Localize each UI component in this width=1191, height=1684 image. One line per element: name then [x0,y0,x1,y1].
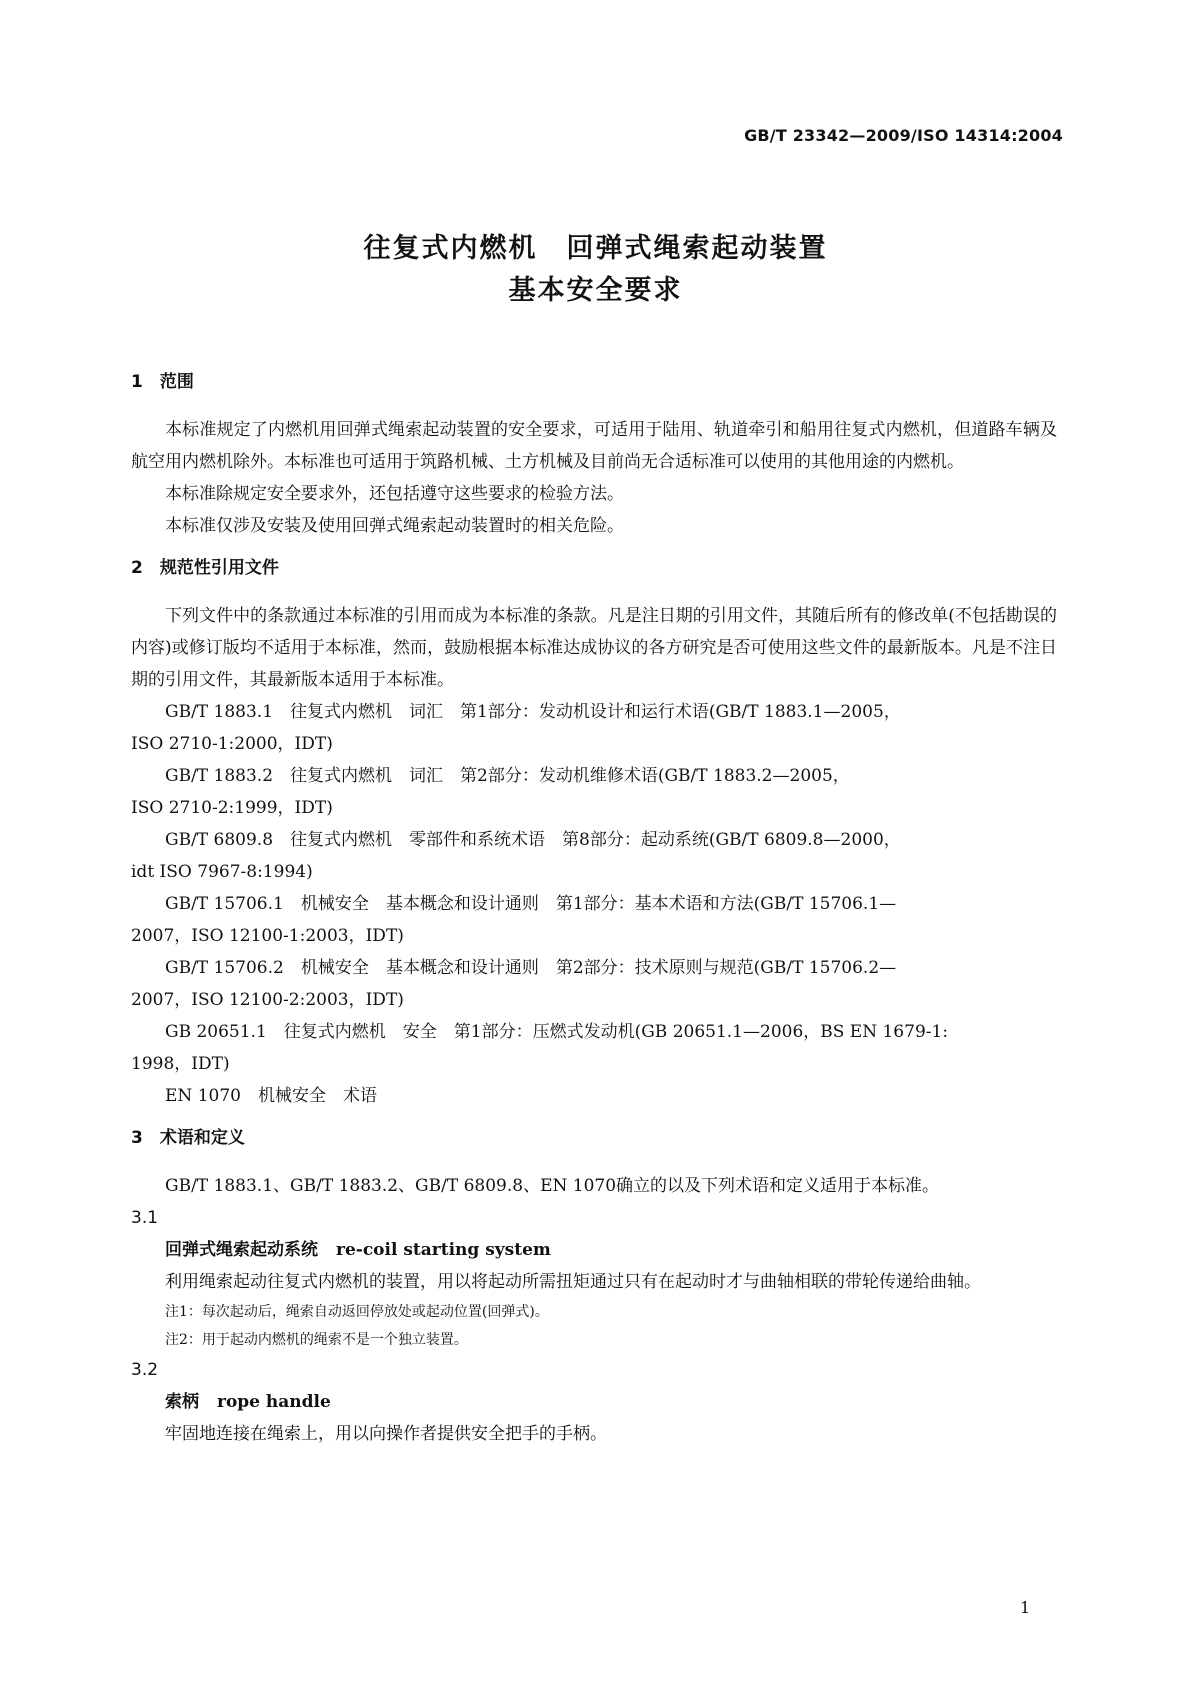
standard-code: GB/T 23342—2009/ISO 14314:2004 [744,126,1063,145]
page-number: 1 [1020,1598,1031,1617]
term-number: 3.2 [131,1360,159,1380]
section-2-intro: 下列文件中的条款通过本标准的引用而成为本标准的条款。凡是注日期的引用文件，其随后所有的修改单(不包括勘误的内容)或修订版均不适用于本标准，然而，鼓励根据本标准达成协议的各方研究是否可使用这些文件的最新版本。凡是不注日期的引用文件，其最新版本适用于本标准。 [131,606,1057,690]
reference-line-1: GB/T 1883.1 往复式内燃机 词汇 第1部分：发动机设计和运行术语(GB/T 1883.1—2005， [165,702,901,722]
reference-item [131,952,1057,1016]
reference-item [131,824,1057,888]
reference-line-2: 2007，ISO 12100-2:2003，IDT) [131,990,404,1010]
reference-item [131,760,1057,824]
term-name-en: re-coil starting system [336,1240,551,1260]
title-line-2: 基本安全要求 [508,275,683,306]
term-name-en: rope handle [217,1392,331,1412]
reference-line-2: 2007，ISO 12100-1:2003，IDT) [131,926,404,946]
term-definition: 牢固地连接在绳索上，用以向操作者提供安全把手的手柄。 [165,1424,607,1444]
section-1-para-3: 本标准仅涉及安装及使用回弹式绳索起动装置时的相关危险。 [165,516,624,536]
reference-item [131,696,1057,760]
reference-line-2: idt ISO 7967-8:1994) [131,862,313,882]
term-definition: 利用绳索起动往复式内燃机的装置，用以将起动所需扭矩通过只有在起动时才与曲轴相联的带轮传递给曲轴。 [165,1272,981,1292]
title-line-1: 往复式内燃机 回弹式绳索起动装置 [363,233,828,264]
reference-item [131,1080,1057,1112]
section-3-intro: GB/T 1883.1、GB/T 1883.2、GB/T 6809.8、EN 1070确立的以及下列术语和定义适用于本标准。 [165,1176,940,1196]
section-1-para-1: 本标准规定了内燃机用回弹式绳索起动装置的安全要求，可适用于陆用、轨道牵引和船用往复式内燃机，但道路车辆及航空用内燃机除外。本标准也可适用于筑路机械、土方机械及目前尚无合适标准可以使用的其他用途的内燃机。 [131,420,1057,472]
section-3-heading: 3 术语和定义 [131,1128,245,1148]
document-title [0,228,1191,312]
reference-line-1: GB/T 1883.2 往复式内燃机 词汇 第2部分：发动机维修术语(GB/T 1883.2—2005， [165,766,850,786]
term-title [131,1234,1057,1266]
document-body [131,366,1057,1450]
reference-line-2: ISO 2710-1:2000，IDT) [131,734,333,754]
term-note: 注1：每次起动后，绳索自动返回停放处或起动位置(回弹式)。 [165,1304,549,1320]
reference-item [131,1016,1057,1080]
term-title [131,1386,1057,1418]
reference-line-1: EN 1070 机械安全 术语 [165,1086,377,1106]
section-1-para-2: 本标准除规定安全要求外，还包括遵守这些要求的检验方法。 [165,484,624,504]
term-name-zh: 索柄 [165,1392,199,1412]
reference-line-2: 1998，IDT) [131,1054,230,1074]
term-note: 注2：用于起动内燃机的绳索不是一个独立装置。 [165,1332,468,1348]
reference-line-2: ISO 2710-2:1999，IDT) [131,798,333,818]
section-1-heading: 1 范围 [131,372,194,392]
term-number: 3.1 [131,1208,159,1228]
section-2-heading: 2 规范性引用文件 [131,558,279,578]
reference-line-1: GB/T 15706.1 机械安全 基本概念和设计通则 第1部分：基本术语和方法(GB/T 15706.1— [165,894,897,914]
reference-line-1: GB 20651.1 往复式内燃机 安全 第1部分：压燃式发动机(GB 20651.1—2006，BS EN 1679-1: [165,1022,949,1042]
term-name-zh: 回弹式绳索起动系统 [165,1240,318,1260]
reference-line-1: GB/T 15706.2 机械安全 基本概念和设计通则 第2部分：技术原则与规范(GB/T 15706.2— [165,958,897,978]
reference-item [131,888,1057,952]
reference-line-1: GB/T 6809.8 往复式内燃机 零部件和系统术语 第8部分：起动系统(GB/T 6809.8—2000， [165,830,901,850]
